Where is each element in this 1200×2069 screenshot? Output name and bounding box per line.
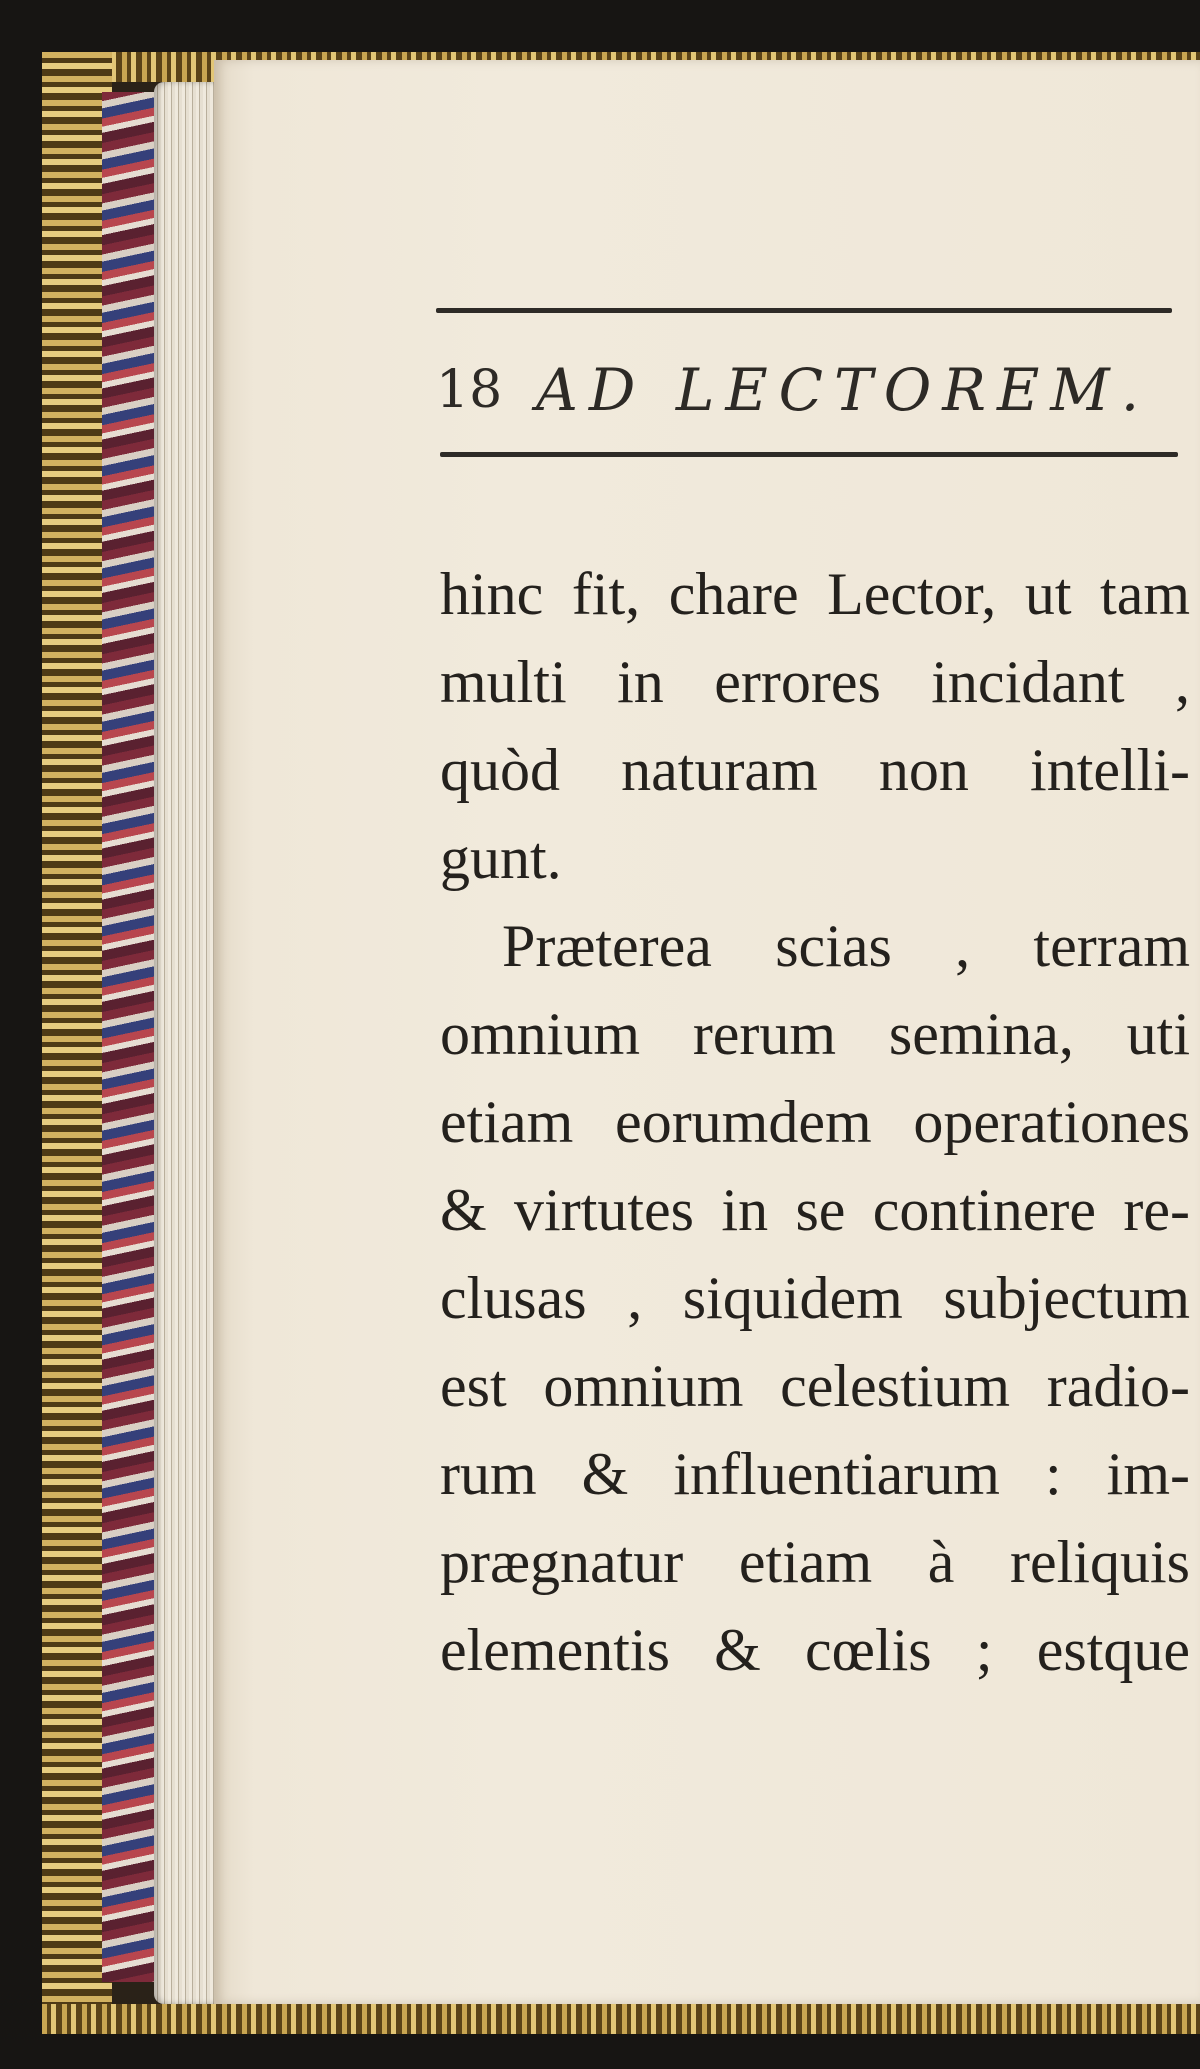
text-line: hinc fit, chare Lector, ut tam xyxy=(440,561,1190,627)
running-head xyxy=(436,350,1176,440)
text-line: gunt. xyxy=(440,825,562,891)
text-line: & virtutes in se continere re- xyxy=(440,1177,1190,1243)
text-line: prægnatur etiam à reliquis xyxy=(440,1529,1190,1595)
text-line: Præterea scias , terram xyxy=(502,913,1190,979)
text-line: rum & influentiarum : im- xyxy=(440,1441,1190,1507)
gilt-border-bottom xyxy=(42,2004,1200,2034)
text-line: est omnium celestium radio- xyxy=(440,1353,1190,1419)
text-line: etiam eorumdem operationes xyxy=(440,1089,1190,1155)
book-binding xyxy=(42,52,1200,2034)
page-number: 18 xyxy=(436,360,503,420)
text-line: quòd naturam non intelli- xyxy=(440,737,1190,803)
text-line: clusas , siquidem subjectum xyxy=(440,1265,1190,1331)
text-line: multi in errores incidant , xyxy=(440,649,1190,715)
text-line: omnium rerum semina, uti xyxy=(440,1001,1190,1067)
header-rule-bottom xyxy=(440,452,1178,457)
running-head-title: AD LECTOREM. xyxy=(536,356,1151,424)
text-line: elementis & cœlis ; estque xyxy=(440,1617,1190,1683)
book-page xyxy=(214,60,1200,2004)
header-rule-top xyxy=(436,308,1172,313)
